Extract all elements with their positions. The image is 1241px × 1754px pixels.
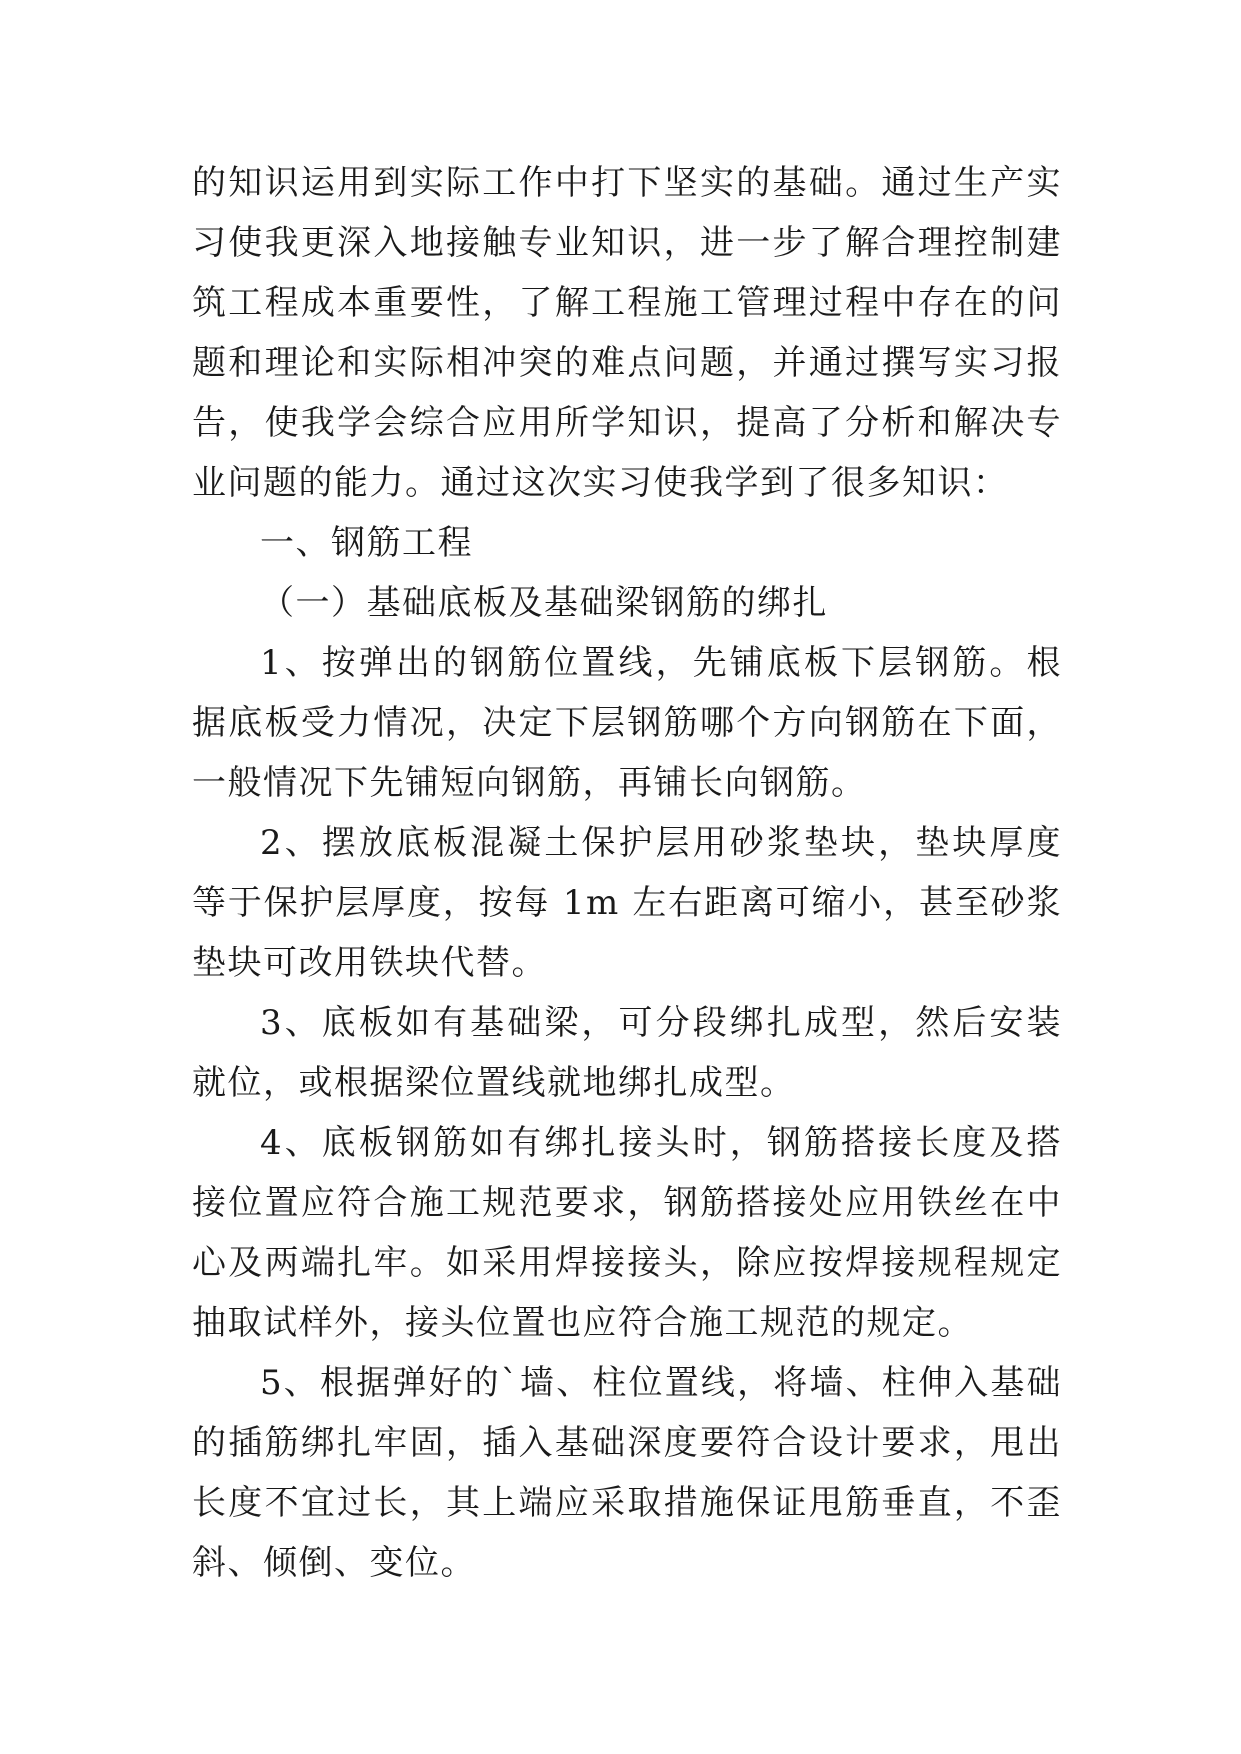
subsection-heading-foundation-slab-binding: （一）基础底板及基础梁钢筋的绑扎 <box>260 583 828 623</box>
section-heading-rebar-engineering: 一、钢筋工程 <box>260 523 473 563</box>
paragraph-item-4: 4、底板钢筋如有绑扎接头时，钢筋搭接长度及搭接位置应符合施工规范要求，钢筋搭接处应用铁丝在中心及两端扎牢。如采用焊接接头，除应按焊接规程规定抽取试样外，接头位置也应符合施工规范的规定。 <box>192 1123 1062 1343</box>
paragraph-intro-continuation: 的知识运用到实际工作中打下坚实的基础。通过生产实习使我更深入地接触专业知识，进一步了解合理控制建筑工程成本重要性，了解工程施工管理过程中存在的问题和理论和实际相冲突的难点问题，并通过撰写实习报告，使我学会综合应用所学知识，提高了分析和解决专业问题的能力。通过这次实习使我学到了很多知识： <box>192 163 1062 503</box>
document-body <box>192 153 1062 1593</box>
paragraph-item-3: 3、底板如有基础梁，可分段绑扎成型，然后安装就位，或根据梁位置线就地绑扎成型。 <box>192 1003 1062 1103</box>
paragraph-item-1: 1、按弹出的钢筋位置线，先铺底板下层钢筋。根据底板受力情况，决定下层钢筋哪个方向钢筋在下面，一般情况下先铺短向钢筋，再铺长向钢筋。 <box>192 643 1062 803</box>
paragraph-item-2: 2、摆放底板混凝土保护层用砂浆垫块，垫块厚度等于保护层厚度，按每 1m 左右距离可缩小，甚至砂浆垫块可改用铁块代替。 <box>192 823 1062 983</box>
paragraph-item-5: 5、根据弹好的`墙、柱位置线，将墙、柱伸入基础的插筋绑扎牢固，插入基础深度要符合设计要求，甩出长度不宜过长，其上端应采取措施保证甩筋垂直，不歪斜、倾倒、变位。 <box>192 1363 1062 1583</box>
